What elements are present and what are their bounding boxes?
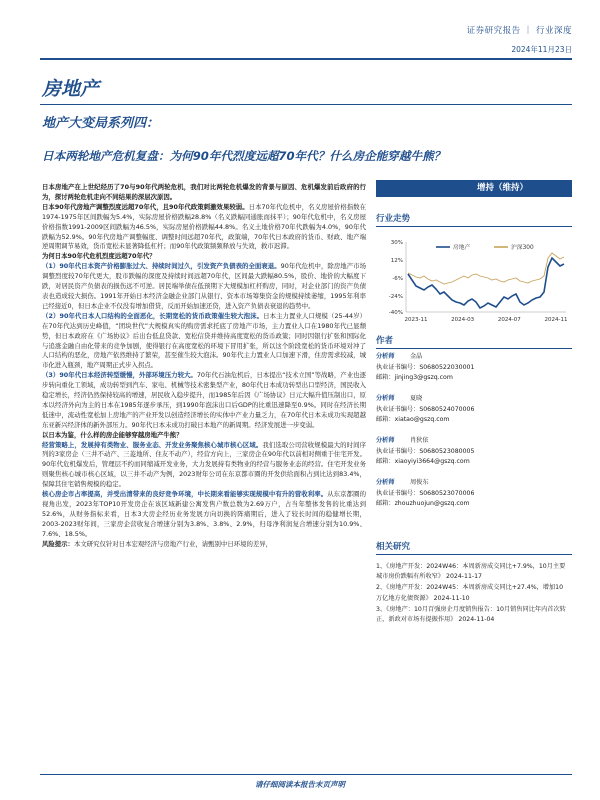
footer-disclaimer: 请仔细阅读本报告末页声明 [255,780,345,789]
cert-number: S0680524070006 [419,405,475,413]
chart-ytick-label: 12% [390,258,403,264]
analyst-cert [376,405,572,416]
analyst-email[interactable] [376,373,572,384]
paragraph-6-text: 从东京都圈的视角出发，2023年TOP10开发房企在该区域新建公寓发售户数总数为2.69万户，占当年整体发售的比重达到52.6%，从财务指标来看，日本3大房企经历业务发展方向切换的阵痛期后，进入了较长时间的稳健增长期，2003-2023财年间，三家房企营收复合增速分别为3.8%、3.8%、2.9%，归母净利润复合增速分别为10.9%、7.6%、18.5%。 [42,490,367,538]
paragraph-6 [42,490,366,540]
chart-series-line [408,253,564,284]
cert-number: S0680523080005 [419,447,475,455]
analyst-block [376,394,572,426]
analyst-cert [376,489,572,500]
email-label: 邮箱： [376,374,395,381]
chart-series-line [408,258,564,308]
analyst-role: 分析师 [376,479,395,486]
analyst-email[interactable] [376,499,572,510]
paragraph-3-lead: （2）90年代日本人口结构的全面恶化，长期宽松的货币政策催生较大泡沫。 [42,311,264,320]
cert-label: 执业证书编号： [376,363,420,371]
paragraph-5-lead: 经营策略上，发展持有类物业、服务业态、开发业务聚焦核心城市核心区域。 [42,440,263,449]
legend-label: 房地产 [453,245,471,251]
intro-paragraph: 日本房地产在上世纪经历了70与90年代两轮危机，我们对比两轮危机爆发的背景与原因、危机爆发前后政府的行为，探讨两轮危机走向不同结果的深层次原因。 [42,183,366,201]
sector-title: 房地产 [42,78,100,100]
email-address[interactable]: xiaoyiyi3664@gszq.com [394,458,470,465]
question-1: 为何日本90年代危机烈度远超70年代？ [42,252,156,261]
cert-number: S0680523070006 [419,489,475,497]
chart-ytick-label: -40% [388,310,403,316]
series-title: 地产大变局系列四： [42,116,160,131]
cert-number: S0680522030001 [419,363,475,371]
paragraph-5-text: 我们选取公司营收规模最大的时间序列的3家房企（三井不动产、三菱地所、住友不动产），经营方向上，三家房企在90年代以前相对侧重于住宅开发。90年代危机爆发后，管理层不约而同缩减开发业务，大力发展持有类物业的经营与服务业态的经营。住宅开发业务则聚焦核心城市核心区域，以三井不动产为例，2023财年公司在东京都市圈的开发供给面积占到比达到83.4%，保障其住宅销售规模的稳定。 [42,440,367,489]
email-label: 邮箱： [376,458,395,465]
paragraph-6-lead: 核心房企市占率提高，并受出清带来的良好竞争环境，中长期来看能够实现规模中有升的营收利率。 [42,490,328,499]
related-item[interactable]: 3、《房地产：10月百强房企月度销售报告：10月销售同比年内首次转正，新政对市场有提振作用》 2024-11-04 [376,605,566,624]
chart-ytick-label: -24% [388,294,403,300]
related-heading: 相关研究 [376,542,411,552]
report-date: 2024年11月23日 [511,45,572,54]
analyst-role: 分析师 [376,353,395,360]
analyst-name: 肖狄依 [410,437,429,444]
analyst-role: 分析师 [376,437,395,444]
paragraph-3-text: 日本主力置业人口规模（25-44岁）在70年代达到历史峰值，“团块世代”大规模真实的购房需求托底了房地产市场，主力置业人口在1980年代已显颓势，但日本政府在《广场协议》后出台低息贷款、宽松信贷并维持高度宽松的货币政策；同时因银行扩张和国际化与追涨金融自由化带来的竞争加剧，使得银行在高度宽松的环境下冒用扩张，所以这个阶段宽松的货币环境对冲了人口结构的恶化，房地产依然维持了繁荣，甚至催生较大泡沫。90年代主力置业人口加速下滑，住房需求较减，城市化进入瓶颈，地产周期正式步入拐点。 [42,311,366,370]
cert-label: 执业证书编号： [376,405,420,413]
analyst-name-row [376,436,572,447]
analyst-cert [376,447,572,458]
email-label: 邮箱： [376,500,395,507]
footer-divider [40,774,572,775]
analyst-cert [376,363,572,374]
email-address[interactable]: zhouzhuojun@gszq.com [394,500,470,507]
analyst-name-row [376,352,572,363]
email-label: 邮箱： [376,416,395,423]
sector-divider [40,104,572,105]
chart-xtick-label: 2024-11 [544,317,568,323]
risk-text: 本文研究仅针对日本宏观经济与房地产行业，请甄别中日环境的差异， [73,539,273,548]
analyst-name-row [376,478,572,489]
industry-trend-chart [376,232,572,328]
paragraph-2-text: 90年代危机中，除房地产市场调整烈度较70年代更大，股市跌幅的深度及持续时间远超70年代，区间最大跌幅80.5%，股价、地价的大幅度下跌，对居民资产负债表的损伤远不可逆。居民端举债在低预期下大规模加杠杆购房，同时，对企业部门的资产负债表也造成较大损伤。1991年开始日本经济金融企业部门从银行、资本市场筹集资金的规模持续萎缩，1995年利率已经接近0，但日本企业不仅没有增加借贷，反而开始加速还贷，进入资产负债表衰退的趋势中。 [42,262,366,310]
cert-label: 执业证书编号： [376,447,420,455]
paragraph-5 [42,441,366,491]
authors-divider [376,348,572,349]
paragraph-2-lead: （1）90年代日本资产价格膨胀过大、持续时间过久，引发资产负债表的全面衰退。 [42,262,281,271]
analyst-name: 金晶 [410,353,423,360]
report-body [42,183,366,550]
paragraph-2 [42,262,366,312]
legend-label: 沪深300 [511,245,534,251]
main-title: 日本两轮地产危机复盘：为何90年代烈度远超70年代？什么房企能穿越牛熊？ [42,149,446,163]
analyst-block [376,436,572,468]
related-item[interactable]: 1、《房地产开发：2024W46：本周新房成交同比+7.9%，10月主要城市房价跌幅有所收窄》 2024-11-17 [376,563,566,581]
paragraph-1-lead: 日本90年代房地产调整烈度远超70年代，且90年代政策刺激效果较弱。 [42,202,249,211]
report-type: 证券研究报告 ｜ 行业深度 [466,26,572,36]
analyst-name: 夏晓 [410,395,423,402]
related-item[interactable]: 2、《房地产开发：2024W45：本周新房成交同比+27.4%，增加10万亿地方化债资源》 2024-11-10 [376,584,564,602]
risk-lead: 风险提示： [42,539,74,548]
analyst-email[interactable] [376,457,572,468]
email-address[interactable]: xiatao@gszq.com [394,416,450,423]
analyst-block [376,352,572,384]
paragraph-4-lead: （3）90年代日本经济转型缓慢，外部环境压力较大。 [42,371,197,380]
header-divider [40,58,572,60]
question-2: 以日本为鉴，什么样的房企能够穿越房地产牛熊？ [42,430,183,439]
trend-divider [376,226,572,227]
chart-xtick-label: 2023-11 [404,317,428,323]
paragraph-3 [42,312,366,371]
chart-ytick-label: -6% [392,276,403,282]
analyst-block [376,478,572,510]
rating-badge: 增持（维持） [376,180,572,197]
analyst-name-row [376,394,572,405]
related-divider [376,554,572,555]
email-address[interactable]: jinjing3@gszq.com [394,374,453,381]
trend-heading: 行业走势 [376,214,411,224]
chart-xtick-label: 2024-03 [451,317,475,323]
analyst-email[interactable] [376,415,572,426]
risk-paragraph [42,540,366,550]
chart-ytick-label: 30% [390,240,403,246]
paragraph-4 [42,371,366,430]
paragraph-1 [42,203,366,253]
chart-xtick-label: 2024-07 [497,317,521,323]
related-list [376,562,568,626]
cert-label: 执业证书编号： [376,489,420,497]
analyst-name: 周俊东 [410,479,429,486]
analyst-role: 分析师 [376,395,395,402]
authors-heading: 作者 [376,336,394,346]
paragraph-1-text: 日本70年代危机中，名义房屋价格指数在1974-1975年区间跌幅为5.4%，实际房屋价格跌幅28.8%（名义跌幅同通胀而抹平）；90年代危机中，名义房屋价格指数1991-2009区间跌幅为46.5%，实际房屋价格跌幅44.8%。名义土地价格70年代跌幅为4.0%，90年代跌幅为52.9%。90年代房地产调整幅度、调整时间远超70年代，政策端，70年代日本政府的货币、财政、地产端逆周期调节易效，货币宽松未显著降低杠杆；而90年代政策频频释放与失效，救市迟滞。 [42,202,366,251]
paragraph-4-text: 70年代石油危机后，日本提出“技术立国”等战略，产业也逐步转向重化工领域，成功转型到汽车、家电、机械等技术密集型产业，80年代日本成功转型出口型经济，国民收入稳定增长，经济仍然保持较高的增速，居民收入稳步提升，而1985年后因《广场协议》日元大幅升值压制出口，原本以经济外向为主的日本在1985年逐步承压，到1990年泡沫出口后GDP的比重迅速降至0.9%。同时在经济长期低迷中，流动性宽松加上房地产的产业开发以创造经济增长的实体中产业力量乏力，在70年代日本未成功实现超越东亚新兴经济体的新外部压力。90年代日本未成功打破日本地产的新周期。经济发展进一步变弱。 [42,371,366,429]
